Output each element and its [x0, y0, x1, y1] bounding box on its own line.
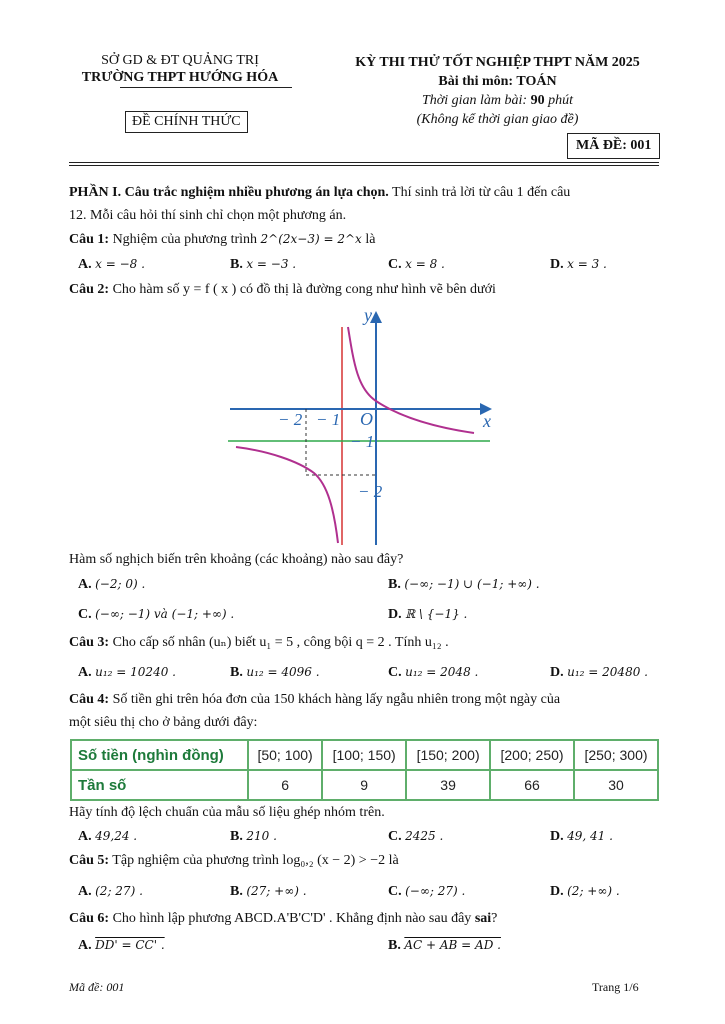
q1-option-a: [78, 254, 145, 275]
q5-option-d: [550, 881, 620, 902]
q2-option-a-value: (−2; 0) .: [95, 577, 146, 591]
q5-option-a-value: (2; 27) .: [95, 884, 143, 898]
q4-option-a-value: 49,24 .: [95, 829, 138, 843]
q6-text: Cho hình lập phương ABCD.A'B'C'D' . Khẳng định nào sau đây: [109, 911, 475, 926]
q4-option-a-letter: A.: [78, 829, 92, 844]
q6-option-a-value: DD' = CC' .: [95, 938, 165, 952]
q5-option-b: [230, 881, 307, 902]
header-rule-1: [69, 162, 659, 163]
q4-stem-b: một siêu thị cho ở bảng dưới đây:: [69, 715, 258, 730]
table-row: [71, 740, 658, 770]
q1-option-d: [550, 254, 607, 275]
footer-page: Trang 1/6: [592, 980, 639, 994]
q2-option-c-letter: C.: [78, 607, 92, 622]
table-row: [71, 770, 658, 800]
school-name: TRƯỜNG THPT HƯỚNG HÓA: [81, 70, 279, 85]
q6-emph: sai: [474, 911, 492, 926]
q1-option-b-value: x = −3 .: [246, 257, 297, 271]
q1-option-a-value: x = −8 .: [95, 257, 145, 271]
q1-option-d-letter: D.: [550, 257, 564, 272]
q4-option-a: [78, 826, 137, 847]
q2-graph: [228, 305, 498, 545]
q1-equation: 2^(2x−3) = 2^x: [260, 232, 362, 246]
q6-option-a: [78, 935, 165, 956]
table-cell: 39: [406, 770, 490, 800]
q4-option-d-value: 49, 41 .: [567, 829, 613, 843]
q2-option-a: [78, 574, 145, 595]
q4-option-c: [388, 826, 443, 847]
table-head-amount: Số tiền (nghìn đồng): [71, 740, 248, 770]
q2-stem: [69, 280, 659, 300]
time-value: 90: [530, 93, 545, 108]
exam-code-box: MÃ ĐỀ: 001: [567, 133, 660, 159]
part1-title-line: [69, 183, 659, 203]
x-axis-label: x: [483, 411, 491, 431]
curve-left-branch: [236, 447, 338, 543]
subject-prefix: Bài thi môn:: [438, 74, 517, 89]
tick-y-neg2: − 2: [358, 482, 383, 501]
q6-tail: ?: [491, 911, 498, 926]
q1-option-c-value: x = 8 .: [405, 257, 445, 271]
tick-x-neg1: − 1: [316, 410, 341, 429]
table-cell: [50; 100): [248, 740, 322, 770]
school-underline: [120, 87, 292, 88]
q3-option-b-letter: B.: [230, 665, 243, 680]
table-cell: [200; 250): [490, 740, 574, 770]
q1-option-d-value: x = 3 .: [567, 257, 607, 271]
exam-title: KỲ THI THỬ TỐT NGHIỆP THPT NĂM 2025: [355, 55, 640, 70]
q4-stem-a: [69, 690, 659, 710]
q6-stem: [69, 909, 659, 929]
time-prefix: Thời gian làm bài:: [422, 93, 531, 108]
q5-stem: [69, 851, 659, 871]
q6-option-b-letter: B.: [388, 938, 401, 953]
footer-code: Mã đề: 001: [69, 980, 125, 994]
table-cell: 9: [322, 770, 406, 800]
q4-option-b-letter: B.: [230, 829, 243, 844]
q5-label: Câu 5:: [69, 853, 110, 868]
q3-option-c-value: u₁₂ = 2048 .: [405, 665, 479, 679]
q1-tail: là: [361, 232, 376, 247]
q5-option-b-value: (27; +∞) .: [246, 884, 307, 898]
q4-text-a: Số tiền ghi trên hóa đơn của 150 khách hàng lấy ngẫu nhiên trong một ngày của: [109, 692, 561, 707]
q5-option-b-letter: B.: [230, 884, 243, 899]
dept-name: SỞ GD & ĐT QUẢNG TRỊ: [101, 53, 259, 68]
q2-option-b-value: (−∞; −1) ∪ (−1; +∞) .: [404, 577, 540, 591]
q3-option-a: [78, 662, 176, 683]
q1-option-c: [388, 254, 445, 275]
q2-option-d: [388, 604, 467, 625]
q3-option-d: [550, 662, 648, 683]
q2-option-a-letter: A.: [78, 577, 92, 592]
q2-option-d-value: ℝ \ {−1} .: [405, 607, 468, 621]
table-head-frequency: Tần số: [71, 770, 248, 800]
q1-option-a-letter: A.: [78, 257, 92, 272]
q4-option-b-value: 210 .: [246, 829, 277, 843]
time-note: (Không kể thời gian giao đề): [416, 112, 579, 127]
header-right: [325, 53, 670, 129]
q5-option-a-letter: A.: [78, 884, 92, 899]
q3-stem: [69, 633, 659, 653]
q1-option-b-letter: B.: [230, 257, 243, 272]
q5-option-c-letter: C.: [388, 884, 402, 899]
q3-text: Cho cấp số nhân (uₙ) biết u₁ = 5 , công bội q = 2 . Tính u₁₂ .: [109, 635, 449, 650]
q6-option-b-value: AC + AB = AD .: [404, 938, 501, 952]
q5-option-d-letter: D.: [550, 884, 564, 899]
q1-option-b: [230, 254, 296, 275]
q3-option-d-value: u₁₂ = 20480 .: [567, 665, 648, 679]
table-cell: 66: [490, 770, 574, 800]
q5-text: Tập nghiệm của phương trình log₀,₂ (x − 2) > −2 là: [109, 853, 399, 868]
q3-label: Câu 3:: [69, 635, 110, 650]
q5-option-a: [78, 881, 143, 902]
frequency-table: [70, 739, 659, 801]
table-cell: [150; 200): [406, 740, 490, 770]
q2-option-d-letter: D.: [388, 607, 402, 622]
q4-option-c-value: 2425 .: [405, 829, 444, 843]
part1-title: PHẦN I. Câu trắc nghiệm nhiều phương án lựa chọn.: [69, 185, 389, 200]
q5-option-d-value: (2; +∞) .: [567, 884, 620, 898]
q3-option-c-letter: C.: [388, 665, 402, 680]
q2-text: Cho hàm số y = f ( x ) có đồ thị là đường cong như hình vẽ bên dưới: [109, 282, 496, 297]
q4-option-b: [230, 826, 277, 847]
part1-instr-a: Thí sinh trả lời từ câu 1 đến câu: [388, 185, 571, 200]
table-cell: 30: [574, 770, 658, 800]
q1-option-c-letter: C.: [388, 257, 402, 272]
q1-stem: [69, 229, 659, 250]
q2-option-b-letter: B.: [388, 577, 401, 592]
tick-x-neg2: − 2: [278, 410, 303, 429]
tick-y-neg1: − 1: [350, 432, 375, 451]
time-line: [325, 91, 670, 110]
q2-option-c: [78, 604, 234, 625]
subject-line: [325, 72, 670, 91]
q6-option-b: [388, 935, 501, 956]
q4-option-d-letter: D.: [550, 829, 564, 844]
part1-instr-b: 12. Mỗi câu hỏi thí sinh chỉ chọn một phương án.: [69, 208, 347, 223]
q4-option-d: [550, 826, 613, 847]
q2-option-c-value: (−∞; −1) và (−1; +∞) .: [95, 607, 235, 621]
official-label: ĐỀ CHÍNH THỨC: [125, 111, 248, 133]
q3-option-a-value: u₁₂ = 10240 .: [95, 665, 176, 679]
q2-question: Hàm số nghịch biến trên khoảng (các khoảng) nào sau đây?: [69, 552, 404, 567]
header-rule-2: [69, 165, 659, 166]
y-axis-label: y: [364, 305, 372, 325]
q3-option-c: [388, 662, 478, 683]
q5-option-c: [388, 881, 465, 902]
q5-option-c-value: (−∞; 27) .: [405, 884, 466, 898]
q6-option-a-letter: A.: [78, 938, 92, 953]
q2-option-b: [388, 574, 540, 595]
q4-option-c-letter: C.: [388, 829, 402, 844]
q3-option-b-value: u₁₂ = 4096 .: [246, 665, 320, 679]
table-cell: 6: [248, 770, 322, 800]
q2-label: Câu 2:: [69, 282, 110, 297]
q1-text: Nghiệm của phương trình: [109, 232, 261, 247]
q3-option-b: [230, 662, 320, 683]
origin-label: O: [360, 409, 373, 429]
table-cell: [100; 150): [322, 740, 406, 770]
q3-option-d-letter: D.: [550, 665, 564, 680]
q4-question: Hãy tính độ lệch chuẩn của mẫu số liệu ghép nhóm trên.: [69, 805, 385, 820]
q4-label: Câu 4:: [69, 692, 110, 707]
subject: TOÁN: [516, 74, 557, 89]
time-unit: phút: [544, 93, 573, 108]
q1-label: Câu 1:: [69, 232, 110, 247]
header-left: [60, 52, 300, 86]
q3-option-a-letter: A.: [78, 665, 92, 680]
table-cell: [250; 300): [574, 740, 658, 770]
q6-label: Câu 6:: [69, 911, 110, 926]
